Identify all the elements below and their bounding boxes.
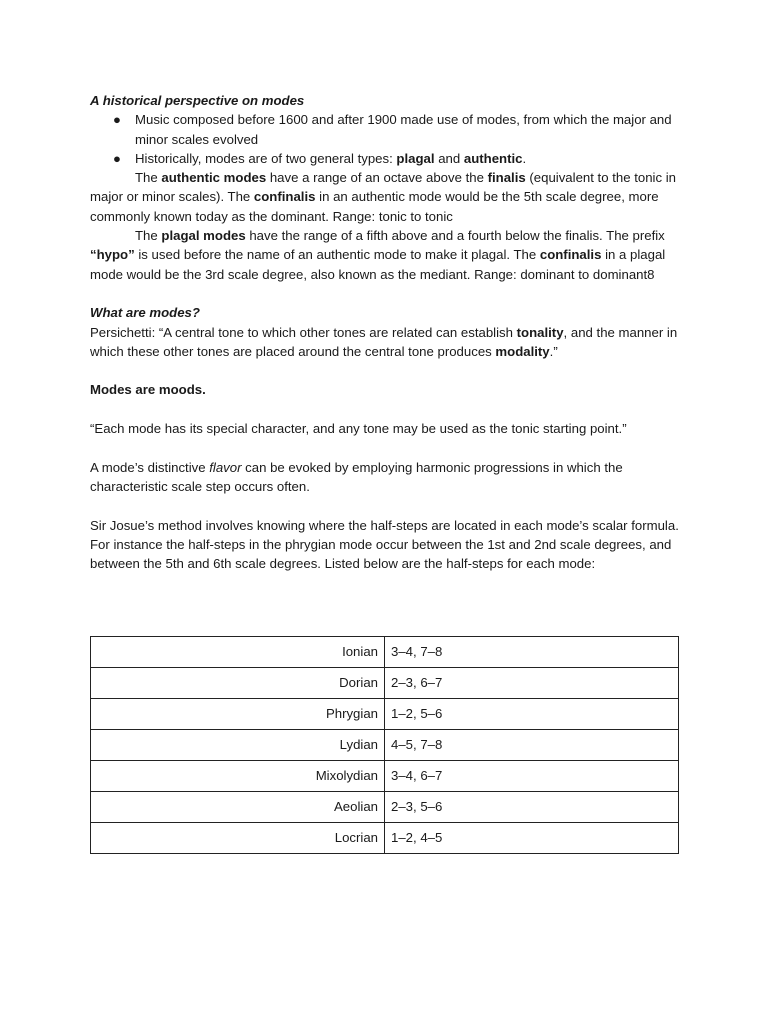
spacer [90,496,680,515]
mode-name-cell: Ionian [91,637,385,668]
half-steps-cell: 3–4, 6–7 [385,761,679,792]
bullet-text: Music composed before 1600 and after 1900 made use of modes, from which the major and minor scales evolved [135,112,672,147]
paragraph-distinctive-flavor: A mode’s distinctive flavor can be evoked by employing harmonic progressions in which the characteristic scale step occurs often. [90,459,623,494]
term-tonality: tonality [516,324,564,340]
section-heading-what-are-modes: What are modes? [90,305,200,321]
term-flavor: flavor [209,459,242,475]
paragraph-authentic-modes: The authentic modes have a range of an octave above the finalis (equivalent to the tonic in major or minor scales). The confinalis in an authentic mode would be the 5th scale degree, more commonly known today as the dominant. Range: tonic to tonic [90,170,677,224]
spacer [90,284,680,303]
modes-half-steps-table [90,636,679,854]
list-item [90,149,680,168]
paragraph-josue-method: Sir Josue’s method involves knowing where the half-steps are located in each mode’s scalar formula. For instance the half-steps in the phrygian mode occur between the 1st and 2nd scale degrees, and between the 5th and 6th scale degrees. Listed below are the half-steps for each mode: [90,517,679,572]
term-modality: modality [495,343,550,359]
spacer [90,400,680,419]
mode-name-cell: Locrian [91,823,385,854]
table-row [91,730,679,761]
term-plagal-modes: plagal modes [161,228,246,244]
term-confinalis: confinalis [539,247,602,263]
half-steps-cell: 2–3, 5–6 [385,792,679,823]
term-plagal: plagal [396,150,435,166]
mode-name-cell: Phrygian [91,699,385,730]
half-steps-cell: 1–2, 4–5 [385,823,679,854]
section-heading-historical: A historical perspective on modes [90,93,305,108]
section-heading-modes-are-moods: Modes are moods. [90,382,206,398]
mode-name-cell: Mixolydian [91,761,385,792]
term-confinalis: confinalis [253,189,316,205]
bullet-icon: ● [113,112,121,128]
half-steps-cell: 1–2, 5–6 [385,699,679,730]
term-hypo: “hypo” [90,247,135,263]
half-steps-cell: 2–3, 6–7 [385,668,679,699]
table-row [91,823,679,854]
table-row [91,668,679,699]
half-steps-cell: 4–5, 7–8 [385,730,679,761]
list-item [90,110,680,149]
mode-name-cell: Aeolian [91,792,385,823]
mode-name-cell: Dorian [91,668,385,699]
bullet-list [90,110,680,168]
table-row [91,792,679,823]
bullet-icon: ● [113,150,121,166]
paragraph-special-character-quote: “Each mode has its special character, and any tone may be used as the tonic starting point.” [90,421,627,437]
table-row [91,637,679,668]
bullet-text: Historically, modes are of two general types: plagal and authentic. [135,150,527,166]
document-body [90,91,680,573]
term-authentic: authentic [463,150,523,166]
paragraph-persichetti-quote: Persichetti: “A central tone to which other tones are related can establish tonality, and the manner in which these other tones are placed around the central tone produces modality.” [90,324,678,359]
term-finalis: finalis [487,170,526,186]
table-row [91,699,679,730]
spacer [90,361,680,380]
mode-name-cell: Lydian [91,730,385,761]
spacer [90,438,680,457]
half-steps-cell: 3–4, 7–8 [385,637,679,668]
table-row [91,761,679,792]
paragraph-plagal-modes: The plagal modes have the range of a fifth above and a fourth below the finalis. The prefix “hypo” is used before the name of an authentic mode to make it plagal. The confinalis in a plagal mode would be the 3rd scale degree, also known as the mediant. Range: dominant to dominant8 [90,228,666,282]
term-authentic-modes: authentic modes [161,170,267,186]
